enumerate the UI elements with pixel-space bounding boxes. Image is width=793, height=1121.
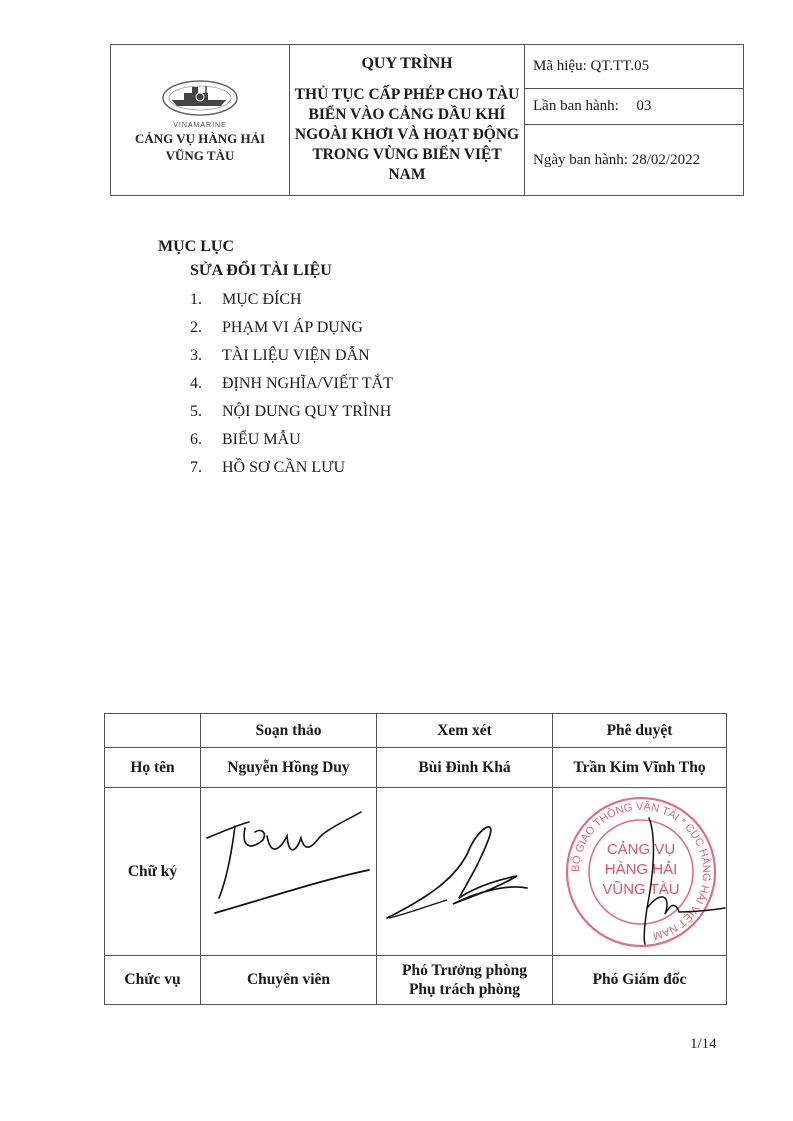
name-drafter: Nguyễn Hồng Duy	[201, 748, 377, 788]
corner-cell	[105, 714, 201, 748]
stamp-line2: HÀNG HẢI	[604, 861, 678, 878]
toc-item-number: 1.	[190, 291, 202, 308]
code-cell	[525, 45, 744, 89]
handwritten-signature-icon	[377, 788, 553, 954]
name-approver: Trần Kim Vĩnh Thọ	[553, 748, 727, 788]
document-header	[110, 44, 744, 196]
toc-item-number: 2.	[190, 319, 202, 336]
code-value: QT.TT.05	[590, 58, 650, 74]
toc-item-number: 6.	[190, 431, 202, 448]
signature-approver	[553, 788, 727, 956]
signature-drafter	[201, 788, 377, 956]
toc-heading: MỤC LỤC	[158, 238, 234, 255]
toc-item	[190, 398, 393, 426]
toc-item	[190, 454, 393, 482]
toc-item-label: MỤC ĐÍCH	[222, 291, 302, 308]
position-approver: Phó Giám đốc	[553, 956, 727, 1005]
document-type: QUY TRÌNH	[361, 55, 453, 72]
issue-label: Lần ban hành:	[533, 98, 619, 114]
toc-item-label: NỘI DUNG QUY TRÌNH	[222, 403, 392, 420]
position-reviewer: Phó Trưởng phòng Phụ trách phòng	[377, 956, 553, 1005]
toc-item	[190, 314, 393, 342]
row-label-name: Họ tên	[105, 748, 201, 788]
toc-item	[190, 426, 393, 454]
toc-sub-heading: SỬA ĐỔI TÀI LIỆU	[190, 262, 332, 279]
stamp-line1: CẢNG VỤ	[606, 841, 676, 858]
org-name-line2: VŨNG TÀU	[165, 147, 235, 163]
row-label-signature: Chữ ký	[105, 788, 201, 956]
col-header-approved: Phê duyệt	[553, 714, 727, 748]
vinamarine-logo-icon	[158, 78, 242, 120]
toc-item	[190, 370, 393, 398]
page-number: 1/14	[690, 1036, 717, 1052]
row-label-position: Chức vụ	[105, 956, 201, 1005]
handwritten-signature-icon	[201, 788, 377, 954]
signature-table	[104, 713, 727, 1005]
name-reviewer: Bùi Đình Khá	[377, 748, 553, 788]
toc-item-label: PHẠM VI ÁP DỤNG	[222, 319, 363, 336]
org-name-line1: CẢNG VỤ HÀNG HẢI	[134, 130, 266, 146]
col-header-reviewed: Xem xét	[377, 714, 553, 748]
stamp-line3: VŨNG TÀU	[602, 881, 680, 898]
toc-item-number: 5.	[190, 403, 202, 420]
toc-item-number: 7.	[190, 459, 202, 476]
toc-item-number: 4.	[190, 375, 202, 392]
date-value: 28/02/2022	[631, 151, 701, 168]
issue-value: 03	[636, 98, 652, 114]
toc-item-label: BIỂU MẪU	[222, 431, 301, 448]
toc-item-label: ĐỊNH NGHĨA/VIẾT TẮT	[222, 375, 393, 392]
date-label: Ngày ban hành:	[533, 151, 628, 168]
position-drafter: Chuyên viên	[201, 956, 377, 1005]
toc-item-label: HỒ SƠ CẦN LƯU	[222, 459, 346, 476]
organization-cell	[111, 45, 290, 196]
toc-item-label: TÀI LIỆU VIỆN DẪN	[222, 347, 370, 364]
signature-reviewer	[377, 788, 553, 956]
stamp-outer-text: BỘ GIAO THÔNG VẬN TẢI * CỤC HÀNG HẢI VIỆT NAM	[569, 800, 713, 942]
official-stamp-icon	[553, 788, 727, 954]
issue-cell	[525, 89, 744, 125]
code-label: Mã hiệu:	[533, 58, 587, 74]
toc-item	[190, 286, 393, 314]
toc-item	[190, 342, 393, 370]
red-stamp	[567, 798, 715, 946]
date-cell	[525, 125, 744, 196]
document-title: THỦ TỤC CẤP PHÉP CHO TÀU BIỂN VÀO CẢNG DẦU KHÍ NGOÀI KHƠI VÀ HOẠT ĐỘNG TRONG VÙNG BIỂN VIỆT NAM	[294, 86, 520, 183]
toc-item-number: 3.	[190, 347, 202, 364]
col-header-drafted: Soạn thảo	[201, 714, 377, 748]
table-of-contents	[158, 238, 393, 482]
org-brand: VINAMARINE	[173, 121, 227, 129]
title-cell	[290, 45, 525, 196]
